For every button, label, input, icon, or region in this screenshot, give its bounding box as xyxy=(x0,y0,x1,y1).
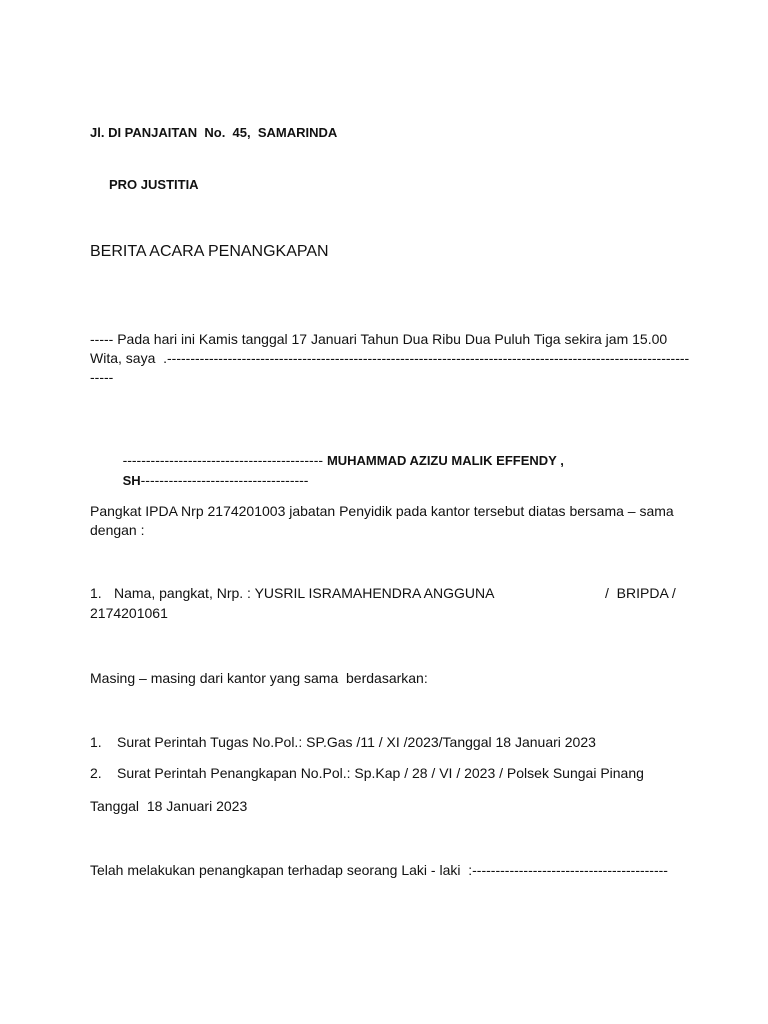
intro-line-2: Wita, saya .---------------------------------------------------------------------------------------------------------------- xyxy=(90,350,690,366)
date-line: Tanggal 18 Januari 2023 xyxy=(90,798,248,814)
name-leading-dashes: ------------------------------------------- xyxy=(122,452,327,468)
officer-title-sh: SH xyxy=(122,473,141,488)
intro-line-3: ----- xyxy=(90,369,114,385)
member-number: 1. xyxy=(90,585,102,601)
basis-item-number: 1. xyxy=(90,734,102,750)
office-address: Jl. DI PANJAITAN No. 45, SAMARINDA xyxy=(90,125,338,140)
officer-name-line-2 xyxy=(107,452,308,509)
basis-intro: Masing – masing dari kantor yang sama berdasarkan: xyxy=(90,670,428,686)
basis-item-text: Surat Perintah Tugas No.Pol.: SP.Gas /11 / XI /2023/Tanggal 18 Januari 2023 xyxy=(117,734,596,750)
pro-justitia-heading: PRO JUSTITIA xyxy=(109,177,199,192)
officer-name: MUHAMMAD AZIZU MALIK EFFENDY , xyxy=(326,453,564,468)
closing-line: Telah melakukan penangkapan terhadap seorang Laki - laki :------------------------------------------ xyxy=(90,862,668,878)
intro-line-1: ----- Pada hari ini Kamis tanggal 17 Januari Tahun Dua Ribu Dua Puluh Tiga sekira jam 15.00 xyxy=(90,331,668,347)
rank-line-1: Pangkat IPDA Nrp 2174201003 jabatan Penyidik pada kantor tersebut diatas bersama – sama xyxy=(90,503,674,519)
name-trailing-dashes: ------------------------------------ xyxy=(140,472,309,488)
basis-item-number: 2. xyxy=(90,765,102,781)
rank-line-2: dengan : xyxy=(90,522,145,538)
member-rank: / BRIPDA / xyxy=(605,585,676,601)
document-title: BERITA ACARA PENANGKAPAN xyxy=(90,243,329,260)
member-label: Nama, pangkat, Nrp. : YUSRIL ISRAMAHENDRA ANGGUNA xyxy=(114,585,495,601)
basis-item-text: Surat Perintah Penangkapan No.Pol.: Sp.Kap / 28 / VI / 2023 / Polsek Sungai Pinang xyxy=(117,765,644,781)
member-nrp: 2174201061 xyxy=(90,605,168,621)
